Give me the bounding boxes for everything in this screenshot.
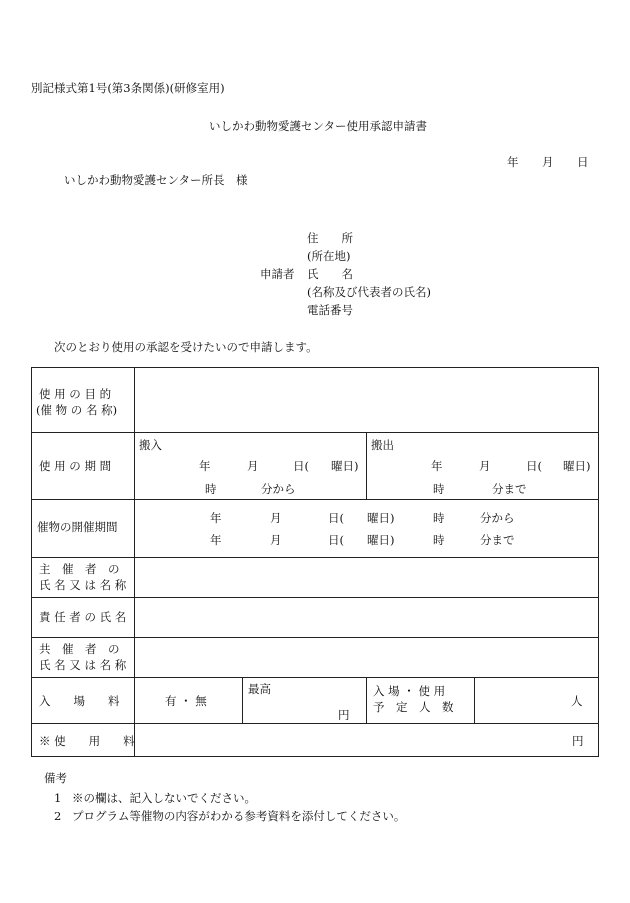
move-out-month: 月 bbox=[479, 459, 491, 473]
admission-divider-2 bbox=[366, 677, 367, 723]
expected-label-line1: 入 場 ・ 使 用 bbox=[373, 684, 446, 698]
remarks-title: 備考 bbox=[44, 771, 67, 785]
intro-text: 次のとおり使用の承認を受けたいので申請します。 bbox=[54, 340, 318, 354]
move-out-year: 年 bbox=[431, 459, 443, 473]
date-day: 日 bbox=[577, 155, 589, 169]
remark-1-text: ※の欄は、記入しないでください。 bbox=[72, 791, 256, 805]
remark-2-text: プログラム等催物の内容がわかる参考資料を添付してください。 bbox=[72, 809, 406, 823]
move-in-hour: 時 bbox=[205, 482, 217, 496]
form-title: いしかわ動物愛護センター使用承認申請書 bbox=[209, 119, 428, 133]
max-price-yen: 円 bbox=[338, 708, 350, 722]
applicant-label: 申請者 bbox=[260, 267, 295, 281]
responsible-input[interactable] bbox=[142, 604, 592, 632]
responsible-label: 責 任 者 の 氏 名 bbox=[39, 610, 127, 624]
move-in-day: 日( bbox=[293, 459, 309, 473]
purpose-label-line1: 使 用 の 目 的 bbox=[39, 387, 112, 401]
event-end-until: 分まで bbox=[480, 533, 515, 547]
period-column-divider bbox=[366, 432, 367, 499]
move-in-label: 搬入 bbox=[139, 438, 162, 452]
co-organizer-label-line2: 氏 名 又 は 名 称 bbox=[39, 658, 127, 672]
purpose-label-line2: (催 物 の 名 称) bbox=[36, 403, 118, 417]
row-divider bbox=[32, 432, 598, 433]
form-number: 別記様式第1号(第3条関係)(研修室用) bbox=[31, 81, 225, 95]
move-in-year: 年 bbox=[199, 459, 211, 473]
row-divider bbox=[32, 557, 598, 558]
organizer-label-line2: 氏 名 又 は 名 称 bbox=[39, 578, 127, 592]
person-unit: 人 bbox=[571, 694, 583, 708]
period-label: 使 用 の 期 間 bbox=[39, 459, 112, 473]
event-end-weekday: 曜日) bbox=[367, 533, 395, 547]
date-month: 月 bbox=[542, 155, 554, 169]
date-year: 年 bbox=[507, 155, 519, 169]
row-divider bbox=[32, 677, 598, 678]
addressee: いしかわ動物愛護センター所長 様 bbox=[64, 173, 248, 187]
event-end-day: 日( bbox=[328, 533, 344, 547]
move-in-from: 分から bbox=[261, 482, 296, 496]
remark-1-number: 1 bbox=[54, 791, 62, 805]
row-divider bbox=[32, 637, 598, 638]
admission-divider-3 bbox=[474, 677, 475, 723]
row-divider bbox=[32, 597, 598, 598]
fee-yen: 円 bbox=[572, 734, 584, 748]
move-in-month: 月 bbox=[247, 459, 259, 473]
admission-label: 入 場 料 bbox=[39, 694, 120, 708]
organizer-label-line1: 主 催 者 の bbox=[39, 562, 120, 576]
admission-divider-1 bbox=[242, 677, 243, 723]
purpose-input[interactable] bbox=[142, 388, 592, 418]
row-divider bbox=[32, 499, 598, 500]
applicant-phone-label: 電話番号 bbox=[307, 303, 353, 317]
expected-label-line2: 予 定 人 数 bbox=[373, 700, 454, 714]
applicant-location-label: (所在地) bbox=[307, 249, 351, 263]
event-start-month: 月 bbox=[270, 511, 282, 525]
applicant-name-label: 氏 名 bbox=[307, 267, 353, 281]
move-out-until: 分まで bbox=[492, 482, 527, 496]
move-out-label: 搬出 bbox=[371, 438, 394, 452]
move-in-weekday: 曜日) bbox=[331, 459, 359, 473]
applicant-name-note: (名称及び代表者の氏名) bbox=[307, 285, 431, 299]
co-organizer-input[interactable] bbox=[142, 644, 592, 672]
event-start-weekday: 曜日) bbox=[367, 511, 395, 525]
event-start-hour: 時 bbox=[433, 511, 445, 525]
move-out-day: 日( bbox=[526, 459, 542, 473]
row-divider bbox=[32, 723, 598, 724]
move-out-weekday: 曜日) bbox=[563, 459, 591, 473]
move-out-hour: 時 bbox=[433, 482, 445, 496]
event-end-year: 年 bbox=[210, 533, 222, 547]
organizer-input[interactable] bbox=[142, 564, 592, 592]
label-column-divider bbox=[134, 368, 135, 756]
fee-label: ※ 使 用 料 bbox=[39, 734, 135, 748]
event-end-month: 月 bbox=[270, 533, 282, 547]
event-start-day: 日( bbox=[328, 511, 344, 525]
event-start-from: 分から bbox=[480, 511, 515, 525]
admission-options[interactable]: 有 ・ 無 bbox=[165, 694, 207, 708]
applicant-address-label: 住 所 bbox=[307, 231, 353, 245]
event-start-year: 年 bbox=[210, 511, 222, 525]
event-period-label: 催物の開催期間 bbox=[37, 520, 118, 534]
application-table bbox=[31, 367, 599, 757]
remark-2-number: 2 bbox=[54, 809, 62, 823]
co-organizer-label-line1: 共 催 者 の bbox=[39, 642, 120, 656]
event-end-hour: 時 bbox=[433, 533, 445, 547]
max-price-label: 最高 bbox=[248, 682, 271, 696]
